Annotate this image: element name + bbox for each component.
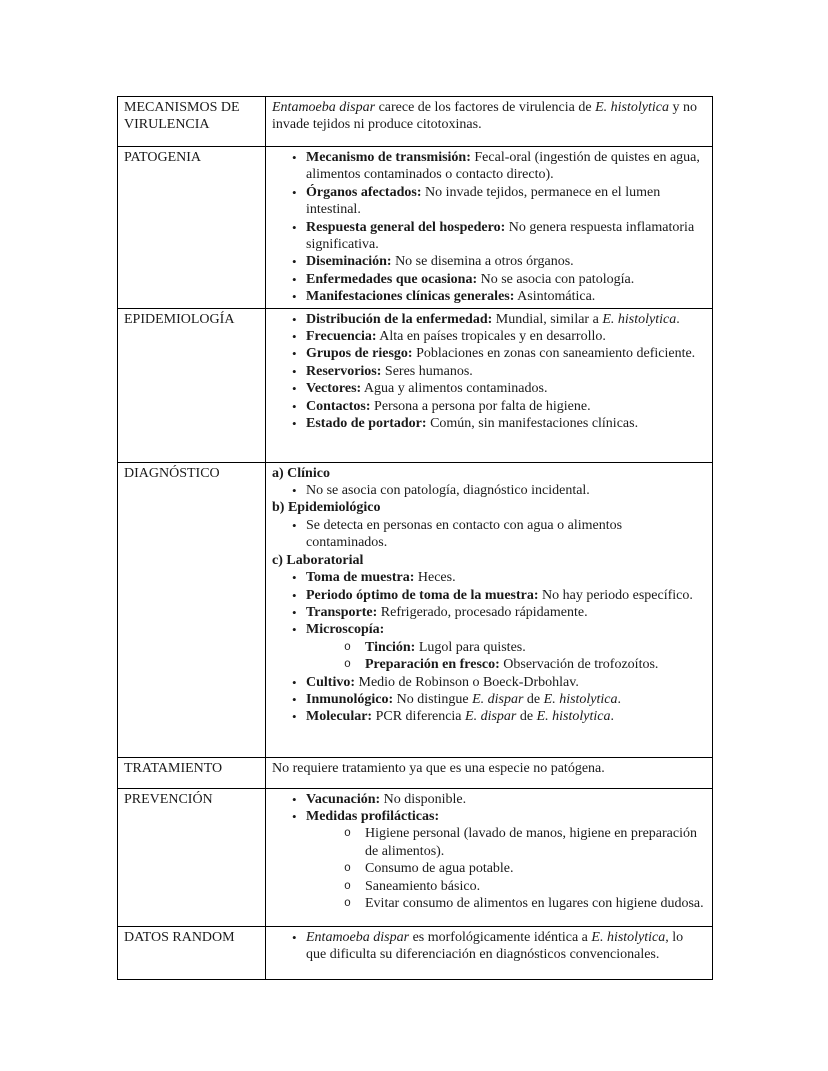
bullet-item <box>272 808 706 825</box>
text-segment: Manifestaciones clínicas generales: <box>306 289 515 305</box>
text-segment: Consumo de agua potable. <box>365 861 514 877</box>
text-segment: Toma de muestra: <box>306 570 415 586</box>
table-row <box>118 308 713 462</box>
row-header: DATOS RANDOM <box>118 926 266 979</box>
bullet-item <box>272 415 706 432</box>
row-header: MECANISMOS DE VIRULENCIA <box>118 97 266 147</box>
sub-bullet-item <box>272 639 706 656</box>
text-segment: , lo que dificulta su diferenciación en diagnósticos convencionales. <box>306 929 684 963</box>
sub-bullet-item <box>272 895 706 912</box>
text-segment: No se disemina a otros órganos. <box>391 254 574 270</box>
sub-bullet-marker-icon: o <box>344 640 351 654</box>
row-content <box>266 147 713 309</box>
info-table-body <box>118 97 713 980</box>
row-content <box>266 757 713 788</box>
text-segment: Saneamiento básico. <box>365 878 481 894</box>
bullet-marker-icon: • <box>292 709 297 725</box>
bullet-marker-icon: • <box>292 311 297 327</box>
bullet-marker-icon: • <box>292 416 297 432</box>
table-row <box>118 788 713 926</box>
bullet-item <box>272 363 706 380</box>
text-segment: b) Epidemiológico <box>272 500 381 516</box>
text-segment: No disponible. <box>380 791 467 807</box>
bullet-marker-icon: • <box>292 381 297 397</box>
bullet-marker-icon: • <box>292 809 297 825</box>
bullet-item <box>272 253 706 270</box>
bullet-item <box>272 604 706 621</box>
bullet-item <box>272 184 706 219</box>
text-segment: Transporte: <box>306 604 378 620</box>
sub-bullet-item <box>272 825 706 860</box>
text-segment: y no invade tejidos ni produce citotoxinas. <box>272 100 697 133</box>
text-segment: Estado de portador: <box>306 416 427 432</box>
text-segment: Tinción: <box>365 639 416 655</box>
text-segment: Periodo óptimo de toma de la muestra: <box>306 587 539 603</box>
bullet-marker-icon: • <box>292 929 297 945</box>
text-segment: Frecuencia: <box>306 329 377 345</box>
text-segment: Seres humanos. <box>381 363 473 379</box>
text-segment: Órganos afectados: <box>306 184 422 200</box>
row-content <box>266 308 713 462</box>
bullet-marker-icon: • <box>292 150 297 165</box>
text-segment: Molecular: <box>306 709 373 725</box>
sub-bullet-item <box>272 656 706 673</box>
text-segment: Heces. <box>414 570 456 586</box>
bullet-marker-icon: • <box>292 674 297 690</box>
text-segment: Preparación en fresco: <box>365 657 500 673</box>
text-segment: No hay periodo específico. <box>538 587 693 603</box>
text-segment: Higiene personal (lavado de manos, higiene en preparación de alimentos). <box>365 826 697 859</box>
text-segment: Vectores: <box>306 381 362 397</box>
text-segment: Contactos: <box>306 398 371 414</box>
sub-bullet-item <box>272 878 706 895</box>
section-label <box>272 499 706 516</box>
text-segment: E. histolytica <box>543 691 618 707</box>
table-row <box>118 757 713 788</box>
text-segment: Entamoeba dispar <box>306 929 410 945</box>
row-content <box>266 97 713 147</box>
text-segment: Mundial, similar a <box>492 311 603 327</box>
row-header: DIAGNÓSTICO <box>118 462 266 757</box>
text-segment: Persona a persona por falta de higiene. <box>370 398 591 414</box>
bullet-marker-icon: • <box>292 483 297 499</box>
bullet-item <box>272 791 706 808</box>
bullet-item <box>272 380 706 397</box>
bullet-item <box>272 621 706 638</box>
bullet-marker-icon: • <box>292 517 297 533</box>
table-row <box>118 147 713 309</box>
text-segment: carece de los factores de virulencia de <box>375 100 596 115</box>
text-segment: Evitar consumo de alimentos en lugares con higiene dudosa. <box>365 896 704 912</box>
text-segment: No distingue <box>393 691 473 707</box>
text-segment: . <box>617 691 622 707</box>
text-segment: Poblaciones en zonas con saneamiento deficiente. <box>412 346 696 362</box>
bullet-item <box>272 149 706 184</box>
text-segment: c) Laboratorial <box>272 552 364 568</box>
text-segment: . <box>610 709 614 725</box>
row-content <box>266 788 713 926</box>
text-segment: Agua y alimentos contaminados. <box>361 381 548 397</box>
text-segment: es morfológicamente idéntica a <box>409 929 592 945</box>
text-segment: . <box>676 311 680 327</box>
text-segment: No requiere tratamiento ya que es una especie no patógena. <box>272 760 605 776</box>
sub-bullet-marker-icon: o <box>344 897 351 911</box>
text-segment: Fecal-oral (ingestión de quistes en agua, alimentos contaminados o contacto directo). <box>306 150 700 183</box>
sub-bullet-item <box>272 860 706 877</box>
bullet-marker-icon: • <box>292 398 297 414</box>
bullet-marker-icon: • <box>292 691 297 707</box>
text-segment: Distribución de la enfermedad: <box>306 311 493 327</box>
bullet-item <box>272 219 706 254</box>
text-segment: E. histolytica <box>536 709 611 725</box>
text-segment: E. dispar <box>465 709 517 725</box>
sub-bullet-marker-icon: o <box>344 658 351 672</box>
text-segment: de <box>516 709 537 725</box>
bullet-item <box>272 288 706 305</box>
text-segment: PCR diferencia <box>372 709 466 725</box>
text-segment: E. histolytica <box>602 311 677 327</box>
text-segment: Microscopía: <box>306 622 385 638</box>
text-segment: Grupos de riesgo: <box>306 346 413 362</box>
bullet-item <box>272 569 706 586</box>
bullet-marker-icon: • <box>292 219 297 235</box>
bullet-item <box>272 398 706 415</box>
text-segment: Cultivo: <box>306 674 355 690</box>
bullet-item <box>272 708 706 725</box>
paragraph <box>272 99 706 134</box>
bullet-marker-icon: • <box>292 622 297 638</box>
paragraph <box>272 760 706 777</box>
bullet-item <box>272 587 706 604</box>
text-segment: Común, sin manifestaciones clínicas. <box>426 416 639 432</box>
sub-bullet-marker-icon: o <box>344 862 351 876</box>
bullet-item <box>272 482 706 499</box>
text-segment: Alta en países tropicales y en desarrollo. <box>376 329 606 345</box>
text-segment: Inmunológico: <box>306 691 394 707</box>
table-row <box>118 926 713 979</box>
text-segment: Refrigerado, procesado rápidamente. <box>377 604 588 620</box>
bullet-marker-icon: • <box>292 570 297 586</box>
bullet-marker-icon: • <box>292 587 297 603</box>
bullet-item <box>272 328 706 345</box>
section-label <box>272 465 706 482</box>
text-segment: Vacunación: <box>306 791 381 807</box>
text-segment: Asintomática. <box>514 289 596 305</box>
table-row <box>118 462 713 757</box>
row-header: EPIDEMIOLOGÍA <box>118 308 266 462</box>
bullet-marker-icon: • <box>292 791 297 807</box>
text-segment: Lugol para quistes. <box>415 639 526 655</box>
text-segment: Entamoeba dispar <box>272 100 376 115</box>
info-table <box>117 96 713 980</box>
row-content <box>266 926 713 979</box>
text-segment: Se detecta en personas en contacto con agua o alimentos contaminados. <box>306 517 623 551</box>
text-segment: Medio de Robinson o Boeck-Drbohlav. <box>355 674 579 690</box>
sub-bullet-marker-icon: o <box>344 879 351 893</box>
text-segment: a) Clínico <box>272 465 330 481</box>
text-segment: No se asocia con patología. <box>477 271 635 287</box>
text-segment: Reservorios: <box>306 363 382 379</box>
text-segment: Respuesta general del hospedero: <box>306 219 506 235</box>
text-segment: E. histolytica <box>591 929 666 945</box>
text-segment: No genera respuesta inflamatoria significativa. <box>306 219 695 253</box>
row-header: PREVENCIÓN <box>118 788 266 926</box>
bullet-item <box>272 691 706 708</box>
text-segment: No invade tejidos, permanece en el lumen intestinal. <box>306 184 661 218</box>
text-segment: Medidas profilácticas: <box>306 809 440 825</box>
bullet-marker-icon: • <box>292 604 297 620</box>
text-segment: Mecanismo de transmisión: <box>306 150 471 165</box>
bullet-marker-icon: • <box>292 271 297 287</box>
bullet-marker-icon: • <box>292 363 297 379</box>
bullet-item <box>272 271 706 288</box>
bullet-marker-icon: • <box>292 254 297 270</box>
bullet-marker-icon: • <box>292 346 297 362</box>
bullet-marker-icon: • <box>292 184 297 200</box>
text-segment: Diseminación: <box>306 254 392 270</box>
text-segment: E. dispar <box>472 691 524 707</box>
row-header: TRATAMIENTO <box>118 757 266 788</box>
text-segment: No se asocia con patología, diagnóstico incidental. <box>306 483 590 499</box>
text-segment: Enfermedades que ocasiona: <box>306 271 478 287</box>
text-segment: E. histolytica <box>595 100 669 115</box>
bullet-item <box>272 311 706 328</box>
sub-bullet-marker-icon: o <box>344 827 351 841</box>
bullet-marker-icon: • <box>292 289 297 305</box>
bullet-item <box>272 345 706 362</box>
bullet-marker-icon: • <box>292 329 297 345</box>
bullet-item <box>272 517 706 552</box>
row-content <box>266 462 713 757</box>
bullet-item <box>272 674 706 691</box>
text-segment: de <box>523 691 544 707</box>
section-label <box>272 552 706 569</box>
table-row <box>118 97 713 147</box>
row-header: PATOGENIA <box>118 147 266 309</box>
bullet-item <box>272 929 706 964</box>
text-segment: Observación de trofozoítos. <box>499 657 659 673</box>
